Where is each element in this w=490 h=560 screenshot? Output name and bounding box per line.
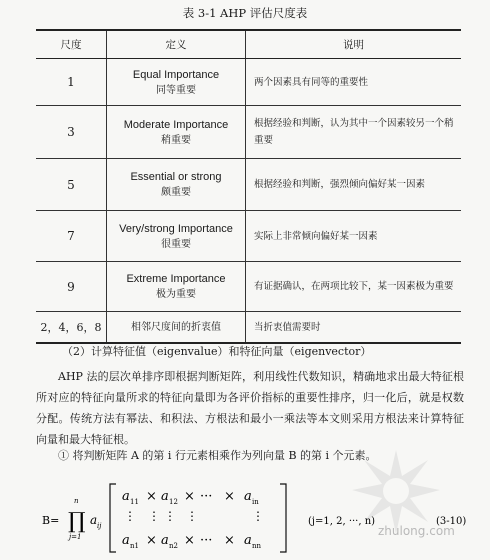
definition-en: Essential or strong bbox=[130, 171, 222, 183]
table-header-row bbox=[36, 30, 461, 59]
definition-cell bbox=[107, 159, 246, 211]
definition-en: Equal Importance bbox=[132, 68, 220, 81]
formula-condition: (j=1, 2, ···, n) bbox=[308, 516, 376, 527]
description-cell: 根据经验和判断，强烈倾向偏好某一因素 bbox=[246, 159, 462, 211]
matrix-row-3 bbox=[122, 533, 262, 550]
header-definition: 定义 bbox=[107, 30, 246, 59]
definition-en: Very/strong Importance bbox=[119, 222, 233, 235]
svg-text:a: a bbox=[161, 533, 169, 548]
term-a: a bbox=[90, 513, 98, 527]
table-row bbox=[36, 312, 461, 344]
svg-text:×: × bbox=[146, 489, 157, 504]
watermark-text: zhulong.com bbox=[378, 524, 455, 538]
scale-value: 1 bbox=[36, 59, 107, 106]
svg-text:×: × bbox=[224, 489, 235, 504]
svg-text:⋮: ⋮ bbox=[164, 509, 176, 523]
table-row bbox=[36, 211, 461, 262]
svg-text:a: a bbox=[122, 489, 130, 504]
svg-text:n2: n2 bbox=[169, 542, 178, 550]
product-symbol: ∏ bbox=[68, 509, 86, 534]
svg-text:⋮: ⋮ bbox=[148, 509, 160, 523]
svg-text:nn: nn bbox=[252, 542, 262, 550]
definition-zh: 很重要 bbox=[161, 238, 191, 250]
description-cell: 当折衷值需要时 bbox=[246, 312, 462, 344]
svg-text:⋮: ⋮ bbox=[124, 509, 136, 523]
svg-text:···: ··· bbox=[200, 489, 213, 504]
svg-text:a: a bbox=[244, 489, 252, 504]
matrix-formula bbox=[40, 476, 480, 556]
scale-value: 2，4，6，8 bbox=[36, 312, 107, 344]
table-row bbox=[36, 106, 461, 159]
svg-text:···: ··· bbox=[200, 533, 213, 548]
svg-text:a: a bbox=[244, 533, 252, 548]
table-row bbox=[36, 59, 461, 106]
svg-text:a: a bbox=[122, 533, 130, 548]
definition-zh: 颇重要 bbox=[161, 187, 191, 198]
definition-cell bbox=[107, 106, 246, 159]
description-cell: 两个因素具有同等的重要性 bbox=[254, 76, 369, 88]
table-row bbox=[36, 262, 461, 312]
term-subscript: ij bbox=[97, 522, 102, 530]
definition-cell bbox=[107, 262, 246, 312]
ahp-scale-table bbox=[36, 29, 461, 344]
scale-value: 7 bbox=[36, 211, 107, 262]
svg-text:×: × bbox=[184, 489, 195, 504]
scale-value: 3 bbox=[36, 106, 107, 159]
svg-text:×: × bbox=[146, 533, 157, 548]
svg-text:⋮: ⋮ bbox=[252, 509, 264, 523]
section-title: （2）计算特征值（eigenvalue）和特征向量（eigenvector） bbox=[62, 345, 372, 358]
description-cell: 根据经验和判断，认为其中一个因素较另一个稍重要 bbox=[246, 106, 462, 159]
svg-text:n1: n1 bbox=[130, 542, 139, 550]
description-cell: 有证据确认，在两项比较下，某一因素极为重要 bbox=[246, 262, 462, 312]
definition-cell bbox=[107, 211, 246, 262]
body-paragraph: AHP 法的层次单排序即根据判断矩阵，利用线性代数知识，精确地求出最大特征根所对应的特征向量所求的特征向量即为各评价指标的重要性排序，归一化后，就是权数分配。传统方法有幂法、和积法、方根法和最小一乘法等本文则采用方根法来计算特征向量和最大特征根。 bbox=[36, 370, 464, 446]
definition-zh: 相邻尺度间的折衷值 bbox=[131, 321, 221, 333]
definition-cell bbox=[107, 59, 246, 106]
header-description: 说明 bbox=[246, 30, 462, 59]
definition-zh: 极为重要 bbox=[156, 289, 196, 300]
step-one-text: ① 将判断矩阵 A 的第 i 行元素相乘作为列向量 B 的第 i 个元素。 bbox=[58, 449, 377, 462]
definition-en: Extreme Importance bbox=[126, 273, 226, 285]
svg-text:12: 12 bbox=[169, 498, 178, 506]
svg-text:×: × bbox=[224, 533, 235, 548]
scale-value: 5 bbox=[36, 159, 107, 211]
matrix-right-bracket bbox=[280, 484, 286, 552]
svg-text:a: a bbox=[161, 489, 169, 504]
svg-text:in: in bbox=[252, 498, 259, 506]
definition-zh: 同等重要 bbox=[156, 84, 196, 96]
svg-text:11: 11 bbox=[130, 498, 139, 506]
formula-lhs: B= bbox=[42, 514, 60, 527]
table-caption: 表 3-1 AHP 评估尺度表 bbox=[182, 6, 308, 20]
product-lower-limit: j=1 bbox=[69, 533, 82, 541]
product-upper-limit: n bbox=[74, 497, 79, 505]
matrix-left-bracket bbox=[110, 484, 116, 552]
matrix-row-2 bbox=[124, 509, 264, 523]
matrix-row-1 bbox=[122, 489, 259, 506]
svg-text:⋮: ⋮ bbox=[186, 509, 198, 523]
table-row bbox=[36, 159, 461, 211]
definition-cell bbox=[107, 312, 246, 344]
scale-value: 9 bbox=[36, 262, 107, 312]
equation-number: (3-10) bbox=[436, 516, 467, 527]
header-scale: 尺度 bbox=[36, 30, 107, 59]
description-cell: 实际上非常倾向偏好某一因素 bbox=[246, 211, 462, 262]
svg-text:×: × bbox=[184, 533, 195, 548]
definition-en: Moderate Importance bbox=[123, 118, 229, 131]
definition-zh: 稍重要 bbox=[161, 134, 191, 146]
